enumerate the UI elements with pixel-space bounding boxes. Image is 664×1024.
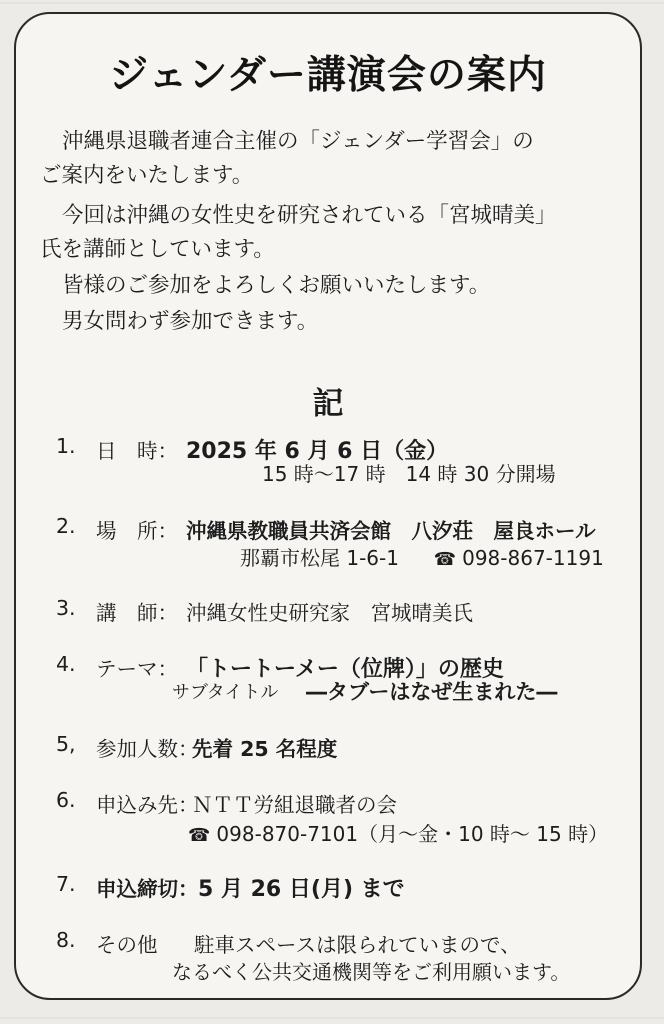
- item-number: 5,: [56, 732, 76, 756]
- item-number: 3.: [56, 596, 76, 620]
- item-value: 「トートーメー（位牌）」の歴史: [186, 657, 504, 682]
- phone-icon: ☎: [433, 549, 457, 570]
- item-label: 講 師：: [96, 601, 178, 625]
- item-date-sub: 15 時～17 時 14 時 30 分開場: [262, 462, 556, 486]
- item-label: 日 時：: [96, 439, 178, 463]
- item-label: 申込み先：: [96, 793, 199, 817]
- contact-phone: 098-870-7101（月～金・10 時～ 15 時）: [216, 822, 609, 846]
- phone-icon: ☎: [188, 825, 211, 846]
- item-value: 5 月 26 日(月) まで: [198, 877, 405, 902]
- theme-subtitle-label: サブタイトル: [172, 682, 279, 703]
- contact-phone-row: [188, 818, 608, 847]
- intro-line-1: 沖縄県退職者連合主催の「ジェンダー学習会」の: [62, 129, 534, 154]
- item-label: 申込締切：: [96, 877, 199, 901]
- intro-line-2: ご案内をいたします。: [40, 163, 254, 188]
- item-label: テーマ：: [96, 657, 178, 681]
- venue-phone: 098-867-1191: [462, 546, 604, 570]
- item-label: 参加人数：: [96, 737, 199, 761]
- item-value: ＮＴＴ労組退職者の会: [192, 793, 397, 817]
- item-value: 先着 25 名程度: [192, 737, 338, 761]
- intro-line-6: 男女問わず参加できます。: [62, 309, 319, 334]
- item-other-sub: なるべく公共交通機関等をご利用願います。: [172, 960, 571, 984]
- item-number: 8.: [56, 928, 76, 952]
- intro-line-5: 皆様のご参加をよろしくお願いいたします。: [62, 273, 491, 298]
- venue-address: 那覇市松尾 1-6-1: [240, 546, 399, 570]
- theme-subtitle: ―タブーはなぜ生まれた―: [306, 680, 558, 704]
- item-number: 7.: [56, 872, 76, 896]
- item-value: 2025 年 6 月 6 日（金）: [186, 439, 449, 464]
- item-label: 場 所：: [96, 519, 178, 543]
- item-number: 2.: [56, 514, 76, 538]
- intro-line-3: 今回は沖縄の女性史を研究されている「宮城晴美」: [62, 203, 557, 228]
- item-label: その他: [96, 933, 158, 957]
- intro-line-4: 氏を講師としています。: [40, 237, 275, 262]
- page-title: ジェンダー講演会の案内: [109, 53, 547, 98]
- item-value: 沖縄県教職員共済会館 八汐荘 屋良ホール: [186, 519, 596, 543]
- item-number: 6.: [56, 788, 76, 812]
- announcement-card: [14, 12, 642, 1000]
- item-value: 沖縄女性史研究家 宮城晴美氏: [186, 601, 473, 625]
- item-venue-sub: [240, 542, 604, 571]
- ki-heading: 記: [312, 386, 344, 422]
- item-value: 駐車スペースは限られていまので、: [194, 933, 521, 957]
- item-number: 1.: [56, 434, 76, 458]
- item-number: 4.: [56, 652, 76, 676]
